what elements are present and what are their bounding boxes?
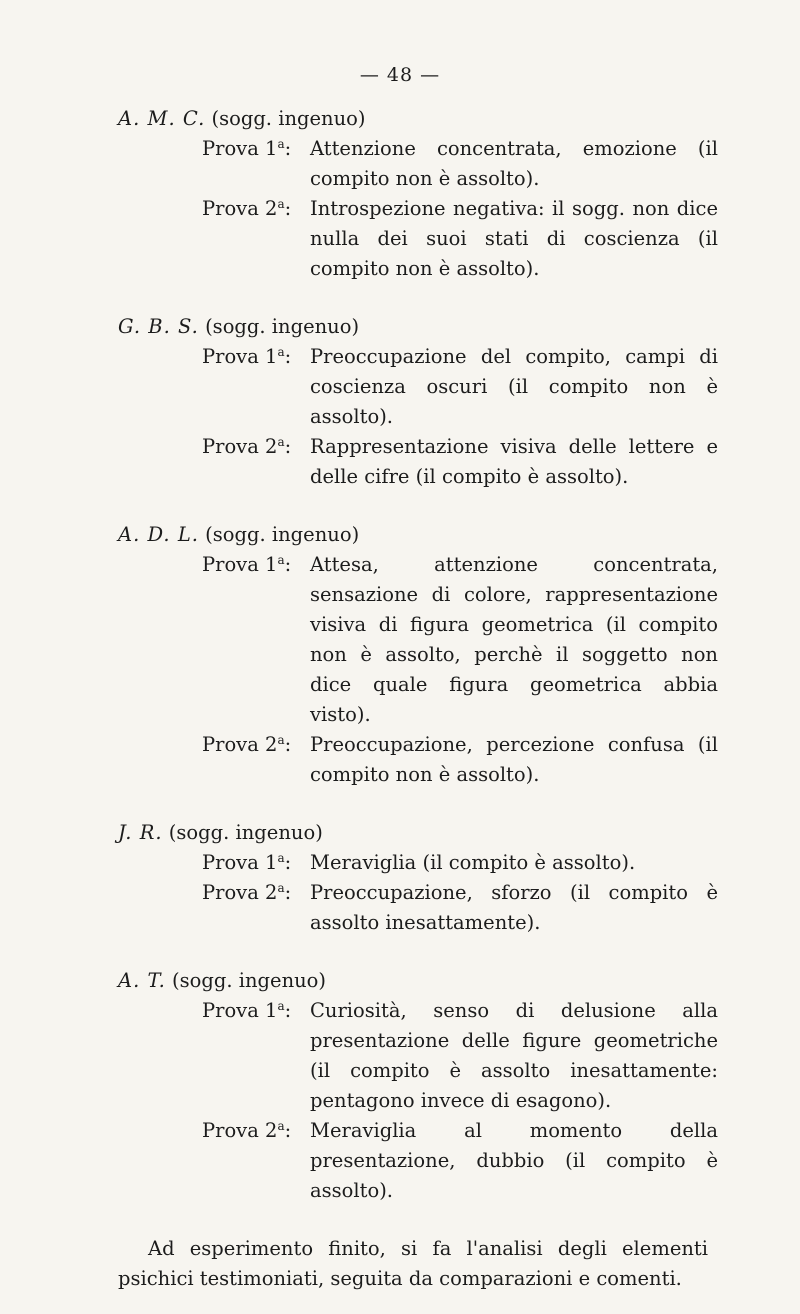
- trial-text: Curiosità, senso di delusione alla presentazione delle figure geometriche (il compito è assolto inesattamente: pentagono invece di esagono).: [310, 999, 718, 1112]
- trial-label: Prova 1$^a$:: [202, 851, 292, 874]
- page-body: [118, 104, 718, 1314]
- trial-entry: [202, 1116, 718, 1206]
- subject-block: [118, 818, 718, 938]
- trial-entry: [202, 194, 718, 284]
- trial-entry: [202, 848, 718, 878]
- trial-label: Prova 1$^a$:: [202, 137, 292, 160]
- trial-label: Prova 1$^a$:: [202, 345, 292, 368]
- trial-text: Preoccupazione, percezione confusa (il compito non è assolto).: [310, 733, 718, 786]
- subject-header: [118, 104, 718, 134]
- subject-note: (sogg. ingenuo): [168, 821, 323, 844]
- trial-entry: [202, 730, 718, 790]
- trial-text: Meraviglia al momento della presentazione, dubbio (il compito è assolto).: [310, 1119, 718, 1202]
- subject-note: (sogg. ingenuo): [205, 523, 360, 546]
- trial-entry: [202, 134, 718, 194]
- page-number: — 48 —: [359, 64, 441, 86]
- trial-label: Prova 2$^a$:: [202, 881, 292, 904]
- subject-name: A. T.: [118, 969, 166, 992]
- trial-text: Preoccupazione, sforzo (il compito è assolto inesattamente).: [310, 881, 718, 934]
- trial-text: Preoccupazione del compito, campi di coscienza oscuri (il compito non è assolto).: [310, 345, 718, 428]
- subject-header: [118, 520, 718, 550]
- subject-header: [118, 966, 718, 996]
- trial-entry: [202, 432, 718, 492]
- trial-text: Rappresentazione visiva delle lettere e delle cifre (il compito è assolto).: [310, 435, 718, 488]
- subject-name: J. R.: [118, 821, 163, 844]
- trial-label: Prova 2$^a$:: [202, 733, 292, 756]
- trial-entry: [202, 550, 718, 730]
- subject-name: A. M. C.: [118, 107, 206, 130]
- trial-entry: [202, 878, 718, 938]
- trial-label: Prova 1$^a$:: [202, 999, 292, 1022]
- trial-text: Meraviglia (il compito è assolto).: [310, 851, 636, 874]
- trial-entry: [202, 996, 718, 1116]
- closing-paragraph: Ad esperimento finito, si fa l'analisi degli elementi psichici testimoniati, seguita da comparazioni e comenti.: [118, 1237, 708, 1290]
- trial-text: Attenzione concentrata, emozione (il compito non è assolto).: [310, 137, 718, 190]
- subject-block: [118, 312, 718, 492]
- subject-block: [118, 966, 718, 1206]
- trial-entry: [202, 342, 718, 432]
- subject-name: A. D. L.: [118, 523, 199, 546]
- subject-header: [118, 818, 718, 848]
- trial-text: Introspezione negativa: il sogg. non dice nulla dei suoi stati di coscienza (il compito non è assolto).: [310, 197, 718, 280]
- subject-note: (sogg. ingenuo): [172, 969, 327, 992]
- trial-label: Prova 2$^a$:: [202, 435, 292, 458]
- subject-block: [118, 520, 718, 790]
- trial-text: Attesa, attenzione concentrata, sensazione di colore, rappresentazione visiva di figura geometrica (il compito non è assolto, perchè il soggetto non dice quale figura geometrica abbia visto).: [310, 553, 718, 726]
- subject-note: (sogg. ingenuo): [205, 315, 360, 338]
- trial-label: Prova 1$^a$:: [202, 553, 292, 576]
- trial-label: Prova 2$^a$:: [202, 197, 292, 220]
- trial-label: Prova 2$^a$:: [202, 1119, 292, 1142]
- subject-header: [118, 312, 718, 342]
- subject-note: (sogg. ingenuo): [211, 107, 366, 130]
- subject-name: G. B. S.: [118, 315, 199, 338]
- subject-block: [118, 104, 718, 284]
